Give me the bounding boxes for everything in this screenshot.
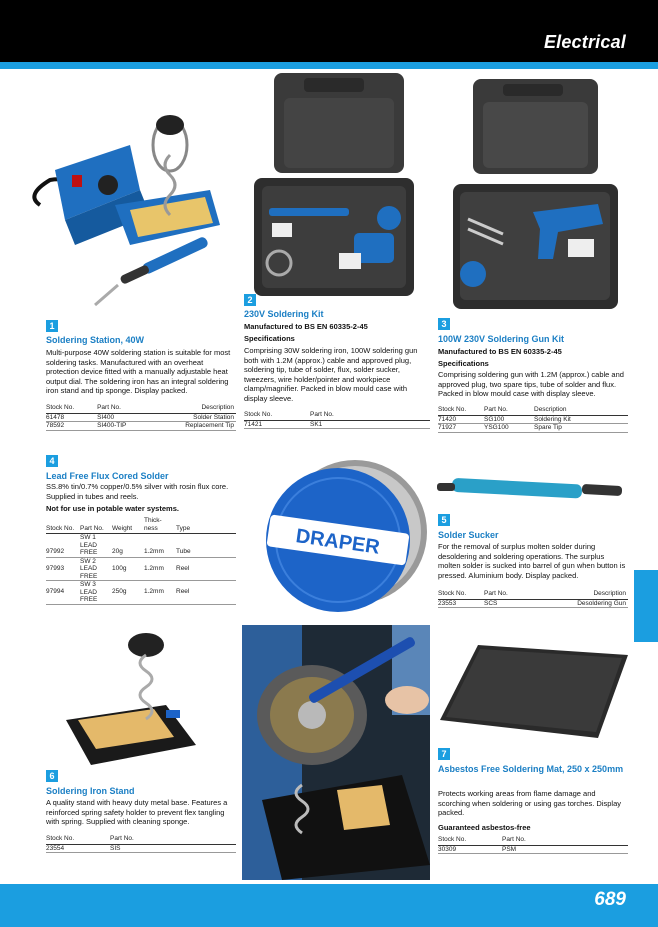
cell: SK1 bbox=[310, 420, 430, 429]
soldering-mat-image bbox=[438, 640, 630, 740]
cell: 97993 bbox=[46, 557, 80, 581]
column-header: Stock No. bbox=[46, 835, 110, 844]
cell: Soldering Kit bbox=[534, 415, 628, 424]
cell: Solder Station bbox=[150, 413, 236, 422]
column-header: Part No. bbox=[110, 835, 236, 844]
cell: SW 3 LEAD FREE bbox=[80, 581, 112, 605]
in-use-photo bbox=[242, 625, 430, 880]
column-header: Stock No. bbox=[438, 406, 484, 415]
cell: Replacement Tip bbox=[150, 422, 236, 431]
soldering-station-image bbox=[20, 95, 235, 315]
solder-sucker-image bbox=[432, 470, 632, 510]
product-standard: Manufactured to BS EN 60335-2-45 bbox=[438, 347, 562, 356]
cell: 71421 bbox=[244, 420, 310, 429]
column-header: Part No. bbox=[97, 404, 150, 413]
cell: 71420 bbox=[438, 415, 484, 424]
spec-table bbox=[46, 404, 236, 431]
table-row bbox=[46, 581, 236, 605]
product-number-badge: 1 bbox=[46, 320, 58, 332]
product-description: SS.8% tin/0.7% copper/0.5% silver with rosin flux core. Supplied in tubes and reels. bbox=[46, 482, 229, 501]
column-header: Thick-ness bbox=[144, 517, 176, 534]
product-standard: Manufactured to BS EN 60335-2-45 bbox=[244, 322, 368, 331]
column-header: Part No. bbox=[484, 590, 534, 599]
cell: 23554 bbox=[46, 844, 110, 853]
table-row bbox=[46, 422, 236, 431]
column-header: Type bbox=[176, 517, 236, 534]
column-header: Stock No. bbox=[244, 411, 310, 420]
table-row bbox=[46, 844, 236, 853]
cell: SIS bbox=[110, 844, 236, 853]
cell: YSG100 bbox=[484, 424, 534, 433]
product-description: For the removal of surplus molten solder during desoldering and soldering operations. The surplus molten solder is sucked into barrel of gun when button is pressed. Aluminium body. Display packed. bbox=[438, 542, 626, 580]
column-header: Stock No. bbox=[438, 590, 484, 599]
column-header: Description bbox=[534, 406, 628, 415]
product-title: Lead Free Flux Cored Solder bbox=[46, 471, 169, 481]
cell: 1.2mm bbox=[144, 557, 176, 581]
product-description: A quality stand with heavy duty metal base. Features a reinforced spring safety holder to prevent flex tangling with spring. Supplied with cleaning sponge. bbox=[46, 798, 228, 826]
product-number-badge: 3 bbox=[438, 318, 450, 330]
column-header: Stock No. bbox=[438, 836, 502, 845]
soldering-kit-image bbox=[244, 68, 422, 300]
table-row bbox=[46, 413, 236, 422]
soldering-gun-kit-image bbox=[438, 74, 630, 316]
cell: 100g bbox=[112, 557, 144, 581]
product-title: 230V Soldering Kit bbox=[244, 309, 324, 319]
footer-bar bbox=[0, 884, 658, 927]
iron-stand-image bbox=[46, 625, 236, 765]
column-header: Part No. bbox=[502, 836, 628, 845]
product-description: Multi-purpose 40W soldering station is suitable for most soldering tasks. Manufactured with an overheat protection device fitted with a manually adjustable heat output dial. The soldering iron has an integral soldering iron stand and tip sponge. Display packed. bbox=[46, 348, 231, 395]
spec-table bbox=[46, 835, 236, 853]
brand-label: DRAPER bbox=[294, 525, 382, 559]
section-tab bbox=[634, 570, 658, 642]
spec-table bbox=[244, 411, 430, 429]
cell: 23553 bbox=[438, 599, 484, 608]
cell: SW 1 LEAD FREE bbox=[80, 534, 112, 558]
table-row bbox=[438, 415, 628, 424]
cell: Reel bbox=[176, 581, 236, 605]
product-title: 100W 230V Soldering Gun Kit bbox=[438, 334, 565, 344]
column-header: Stock No. bbox=[46, 404, 97, 413]
column-header: Description bbox=[534, 590, 628, 599]
column-header: Part No. bbox=[310, 411, 430, 420]
cell: 71927 bbox=[438, 424, 484, 433]
spec-table bbox=[438, 836, 628, 854]
table-row bbox=[244, 420, 430, 429]
page-number: 689 bbox=[594, 889, 626, 910]
section-title: Electrical bbox=[543, 32, 626, 52]
cell: 1.2mm bbox=[144, 581, 176, 605]
table-row bbox=[46, 534, 236, 558]
cell: SG100 bbox=[484, 415, 534, 424]
product-note: Guaranteed asbestos-free bbox=[438, 823, 531, 832]
cell: 1.2mm bbox=[144, 534, 176, 558]
solder-reel-image bbox=[250, 452, 430, 617]
product-description: Protects working areas from flame damage and scorching when soldering or using gas torches. Display packed. bbox=[438, 789, 622, 817]
product-note: Not for use in potable water systems. bbox=[46, 504, 179, 513]
spec-label: Specifications bbox=[438, 359, 489, 368]
product-description: Comprising 30W soldering iron, 100W soldering gun both with 1.2M (approx.) cable and approved plug, soldering tip, tube of solder, flux, solder sucker, tweezers, wire holder/pointer and workpiece clamp/magnifier. Packed in blow mould case with display sleeve. bbox=[244, 346, 418, 403]
product-description: Comprising soldering gun with 1.2M (approx.) cable and approved plug, two spare tips, tube of solder and flux. Packed in blow mould case with display sleeve. bbox=[438, 370, 624, 398]
cell: Desoldering Gun bbox=[534, 599, 628, 608]
spec-table bbox=[438, 590, 628, 608]
column-header: Part No. bbox=[484, 406, 534, 415]
cell: 97992 bbox=[46, 534, 80, 558]
product-number-badge: 2 bbox=[244, 294, 256, 306]
cell: PSM bbox=[502, 845, 628, 854]
column-header: Stock No. bbox=[46, 517, 80, 534]
product-number-badge: 7 bbox=[438, 748, 450, 760]
spec-table bbox=[46, 517, 236, 605]
cell: SI400-TIP bbox=[97, 422, 150, 431]
cell: Reel bbox=[176, 557, 236, 581]
cell: 78592 bbox=[46, 422, 97, 431]
product-title: Soldering Iron Stand bbox=[46, 786, 135, 796]
cell: 250g bbox=[112, 581, 144, 605]
table-row bbox=[438, 424, 628, 433]
table-row bbox=[438, 845, 628, 854]
product-title: Soldering Station, 40W bbox=[46, 335, 145, 345]
cell: SI400 bbox=[97, 413, 150, 422]
cell: 97994 bbox=[46, 581, 80, 605]
spec-table bbox=[438, 406, 628, 433]
cell: 20g bbox=[112, 534, 144, 558]
cell: SW 2 LEAD FREE bbox=[80, 557, 112, 581]
cell: Tube bbox=[176, 534, 236, 558]
product-number-badge: 4 bbox=[46, 455, 58, 467]
table-row bbox=[438, 599, 628, 608]
column-header: Part No. bbox=[80, 517, 112, 534]
product-number-badge: 6 bbox=[46, 770, 58, 782]
cell: Spare Tip bbox=[534, 424, 628, 433]
cell: 30309 bbox=[438, 845, 502, 854]
product-title: Asbestos Free Soldering Mat, 250 x 250mm bbox=[438, 764, 624, 774]
cell: SCS bbox=[484, 599, 534, 608]
product-number-badge: 5 bbox=[438, 514, 450, 526]
product-title: Solder Sucker bbox=[438, 530, 499, 540]
column-header: Weight bbox=[112, 517, 144, 534]
column-header: Description bbox=[150, 404, 236, 413]
spec-label: Specifications bbox=[244, 334, 295, 343]
cell: 61478 bbox=[46, 413, 97, 422]
table-row bbox=[46, 557, 236, 581]
